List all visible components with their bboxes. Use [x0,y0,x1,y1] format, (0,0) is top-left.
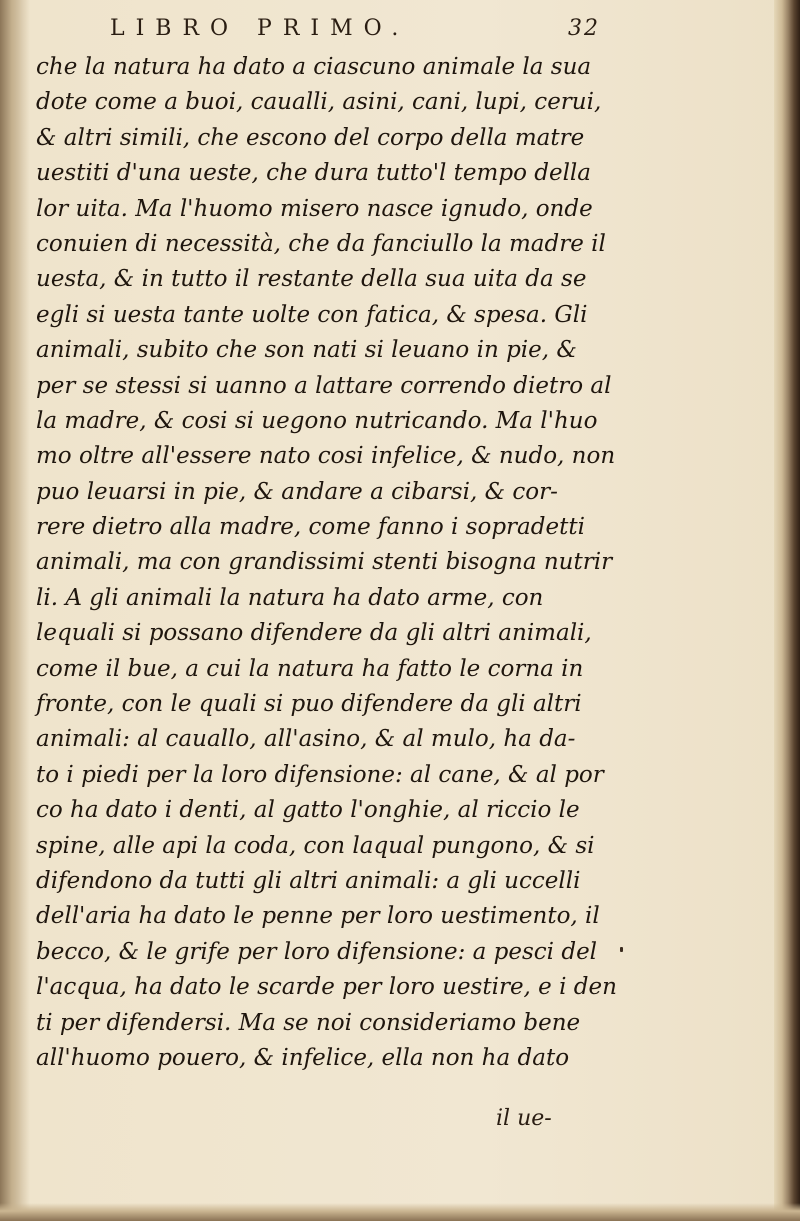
page-edge-right [774,0,800,1221]
text-line: ti per difendersi. Ma se noi consideriamo bene [36,1009,581,1036]
text-line: difendono da tutti gli altri animali: a gli uccelli [36,867,581,894]
text-line: spine, alle api la coda, con laqual pungono, & si [36,832,595,859]
text-line: li. A gli animali la natura ha dato arme, con [36,584,544,611]
ink-speck [620,947,623,952]
text-line: puo leuarsi in pie, & andare a cibarsi, & cor- [36,478,558,505]
folio-number: 32 [568,16,600,41]
text-line: la madre, & cosi si uegono nutricando. Ma l'huo [36,407,598,434]
text-line: & altri simili, che escono del corpo della matre [36,124,585,151]
text-line: all'huomo pouero, & infelice, ella non ha dato [36,1044,570,1071]
body-text [36,50,616,1076]
text-line: rere dietro alla madre, come fanno i sopradetti [36,514,585,541]
text-line: animali, ma con grandissimi stenti bisogna nutrir [36,549,613,576]
text-line: animali, subito che son nati si leuano in pie, & [36,337,577,364]
text-line: lor uita. Ma l'huomo misero nasce ignudo, onde [36,195,593,222]
text-line: co ha dato i denti, al gatto l'onghie, al riccio le [36,797,580,824]
page-edge-bottom [0,1203,800,1221]
text-line: lequali si possano difendere da gli altri animali, [36,620,592,647]
text-line: animali: al cauallo, all'asino, & al mulo, ha da- [36,726,576,753]
text-line: egli si uesta tante uolte con fatica, & spesa. Gli [36,301,588,328]
text-line: uestiti d'una ueste, che dura tutto'l tempo della [36,160,591,187]
text-line: per se stessi si uanno a lattare correndo dietro al [36,372,612,399]
running-head [80,14,600,46]
text-line: mo oltre all'essere nato cosi infelice, & nudo, non [36,443,616,470]
text-line: che la natura ha dato a ciascuno animale la sua [36,54,592,80]
text-line: fronte, con le quali si puo difendere da gli altri [36,691,582,718]
text-line: l'acqua, ha dato le scarde per loro uestire, e i den [36,974,617,1001]
text-line: come il bue, a cui la natura ha fatto le corna in [36,655,584,682]
text-line: becco, & le grife per loro difensione: a pesci del [36,938,598,965]
catchword: il ue- [496,1106,552,1131]
running-title: LIBRO PRIMO. [110,16,410,41]
text-line: uesta, & in tutto il restante della sua uita da se [36,266,587,293]
text-line: conuien di necessità, che da fanciullo la madre il [36,230,606,257]
gutter-shadow [0,0,30,1221]
text-line: dote come a buoi, caualli, asini, cani, lupi, cerui, [36,89,602,116]
text-line: to i piedi per la loro difensione: al cane, & al por [36,761,604,788]
text-line: dell'aria ha dato le penne per loro uestimento, il [36,903,600,930]
